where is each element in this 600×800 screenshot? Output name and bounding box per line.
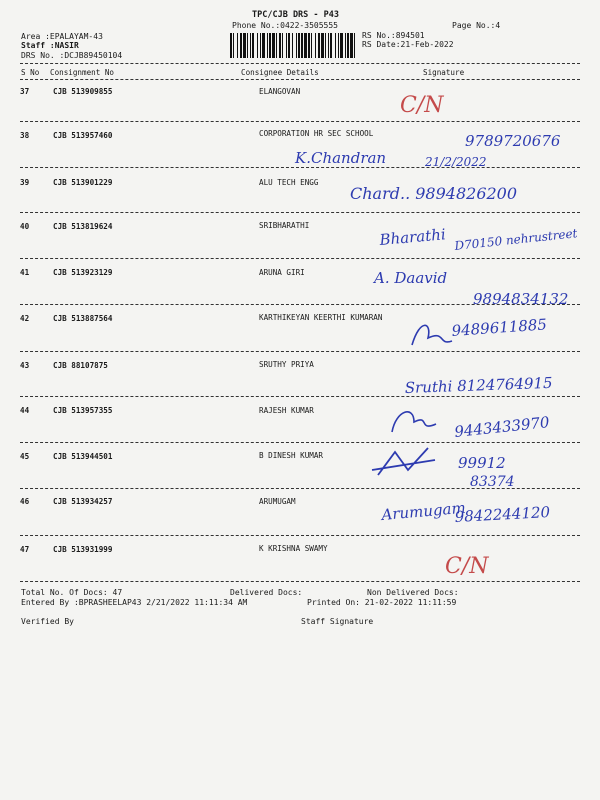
handwritten-phone-46: 9842244120 <box>454 503 551 526</box>
row-consignee: SRIBHARATHI <box>259 221 310 230</box>
area-label: Area :EPALAYAM-43 <box>21 32 103 41</box>
row-consignment: CJB 513887564 <box>53 314 113 323</box>
row-consignment: CJB 513909855 <box>53 87 113 96</box>
handwritten-sig-46: Arumugam <box>380 498 467 524</box>
handwritten-phone-42: 9489611885 <box>451 315 548 340</box>
sheet-title: TPC/CJB DRS - P43 <box>252 10 339 20</box>
verified-by: Verified By <box>21 617 74 626</box>
handwritten-phone-41: 9894834132 <box>473 290 569 308</box>
row-sno: 41 <box>20 268 30 277</box>
col-signature: Signature <box>423 68 465 77</box>
row-sno: 43 <box>20 361 30 370</box>
row-sno: 37 <box>20 87 30 96</box>
row-consignee: RAJESH KUMAR <box>259 406 314 415</box>
row-consignment: CJB 513923129 <box>53 268 113 277</box>
row-consignment: CJB 88107875 <box>53 361 108 370</box>
row-sno: 44 <box>20 406 30 415</box>
row-sno: 45 <box>20 452 30 461</box>
row-divider <box>20 167 580 168</box>
row-consignee: ARUMUGAM <box>259 497 296 506</box>
row-consignee: SRUTHY PRIYA <box>259 360 314 369</box>
row-consignee: B DINESH KUMAR <box>259 451 324 460</box>
handwritten-phone-45a: 99912 <box>458 454 506 472</box>
rs-number: RS No.:894501 <box>362 31 425 40</box>
row-sno: 39 <box>20 178 30 187</box>
entered-by: Entered By :BPRASHEELAP43 2/21/2022 11:11:34 AM <box>21 598 248 607</box>
row-consignment: CJB 513901229 <box>53 178 113 187</box>
page-number: Page No.:4 <box>452 21 501 30</box>
row-sno: 42 <box>20 314 30 323</box>
col-consignee: Consignee Details <box>241 68 319 77</box>
handwritten-address-40: D70150 nehrustreet <box>453 226 579 253</box>
column-divider <box>20 79 580 80</box>
row-divider <box>20 304 580 305</box>
handwritten-date-38: 21/2/2022 <box>425 155 487 169</box>
phone-number: Phone No.:0422-3505555 <box>232 21 338 30</box>
row-consignee: KARTHIKEYAN KEERTHI KUMARAN <box>259 313 383 322</box>
drs-number: DRS No. :DCJB89450104 <box>21 51 123 60</box>
handwritten-sig-43: Sruthi 8124764915 <box>404 373 553 397</box>
total-docs: Total No. Of Docs: 47 <box>21 588 123 597</box>
handwritten-sig-40: Bharathi <box>378 225 447 249</box>
row-consignment: CJB 513934257 <box>53 497 113 506</box>
row-consignee: ELANGOVAN <box>259 87 301 96</box>
col-consignment: Consignment No <box>50 68 115 77</box>
handwritten-sig-39: Chard.. 9894826200 <box>350 184 518 203</box>
printed-on: Printed On: 21-02-2022 11:11:59 <box>307 598 457 607</box>
row-divider <box>20 442 580 443</box>
handwritten-phone-38: 9789720676 <box>465 132 561 150</box>
delivered-docs: Delivered Docs: <box>230 588 303 597</box>
row-sno: 46 <box>20 497 30 506</box>
row-divider <box>20 488 580 489</box>
row-sno: 47 <box>20 545 30 554</box>
row-sno: 38 <box>20 131 30 140</box>
barcode <box>230 33 355 58</box>
header-divider <box>20 63 580 64</box>
staff-label: Staff :NASIR <box>21 41 79 50</box>
row-divider <box>20 212 580 213</box>
row-consignment: CJB 513944501 <box>53 452 113 461</box>
handwritten-phone-45b: 83374 <box>470 474 515 490</box>
row-divider <box>20 258 580 259</box>
row-consignee: K KRISHNA SWAMY <box>259 544 328 553</box>
row-divider <box>20 535 580 536</box>
row-consignee: CORPORATION HR SEC SCHOOL <box>259 129 374 138</box>
handwritten-cn-37: C/N <box>400 93 444 118</box>
staff-signature: Staff Signature <box>301 617 374 626</box>
row-divider <box>20 351 580 352</box>
handwritten-cn-47: C/N <box>445 554 489 579</box>
row-consignment: CJB 513957460 <box>53 131 113 140</box>
row-consignee: ALU TECH ENGG <box>259 178 319 187</box>
row-consignment: CJB 513957355 <box>53 406 113 415</box>
rs-date: RS Date:21-Feb-2022 <box>362 40 454 49</box>
row-sno: 40 <box>20 222 30 231</box>
row-divider <box>20 581 580 582</box>
non-delivered-docs: Non Delivered Docs: <box>367 588 459 597</box>
col-sno: S No <box>21 68 40 77</box>
row-consignment: CJB 513931999 <box>53 545 113 554</box>
row-divider <box>20 396 580 397</box>
handwritten-phone-44: 9443433970 <box>453 413 551 441</box>
row-divider <box>20 121 580 122</box>
row-consignment: CJB 513819624 <box>53 222 113 231</box>
row-consignee: ARUNA GIRI <box>259 268 305 277</box>
handwritten-sig-38: K.Chandran <box>295 149 387 167</box>
handwritten-sig-41: A. Daavid <box>374 269 448 287</box>
